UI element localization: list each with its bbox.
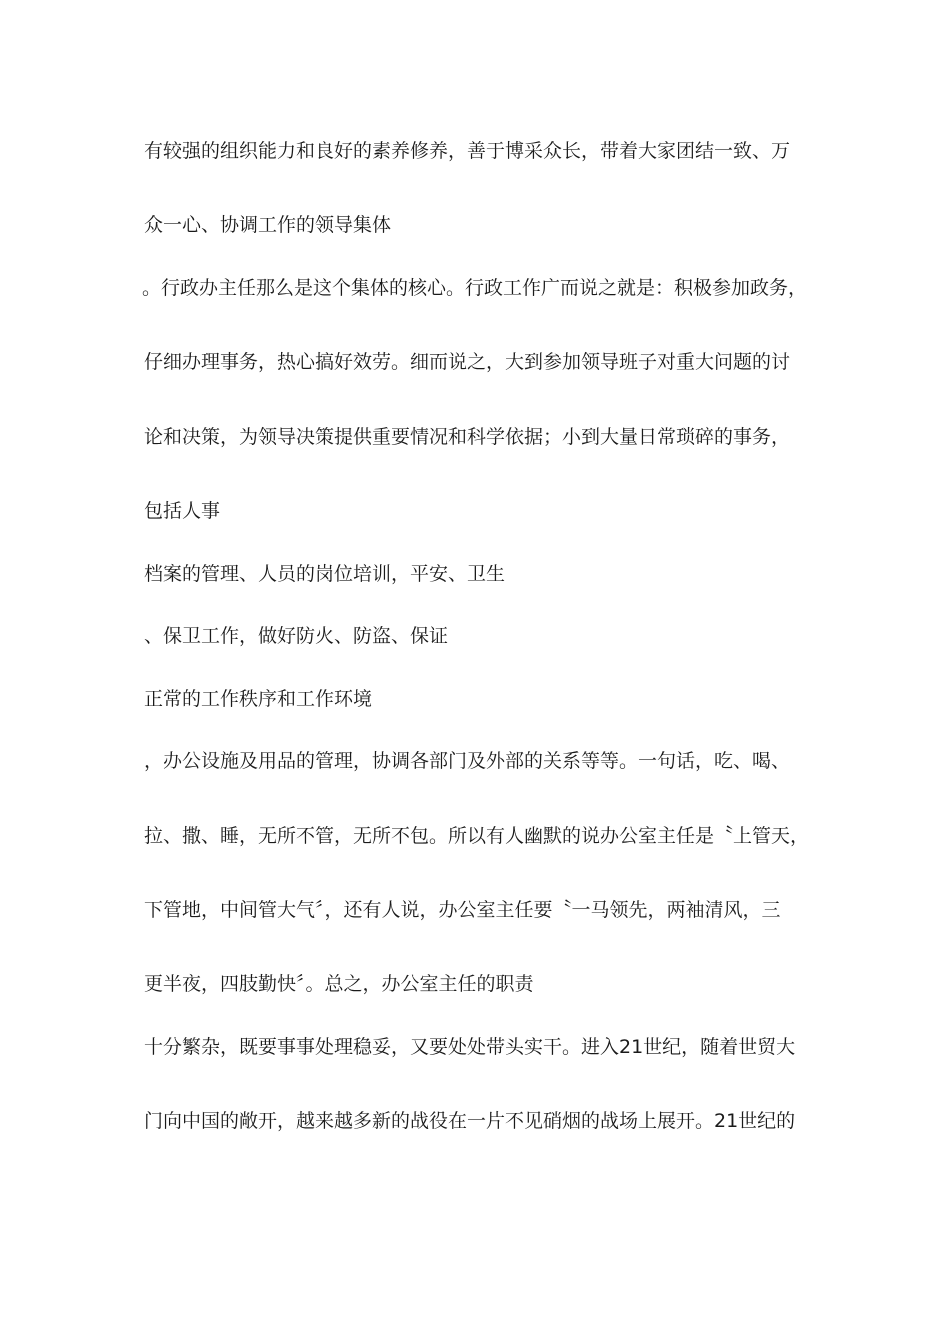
- text-line: 档案的管理、人员的岗位培训，平安、卫生: [144, 563, 506, 585]
- text-line: 仔细办理事务，热心搞好效劳。细而说之，大到参加领导班子对重大问题的讨: [144, 351, 791, 373]
- text-line: 更半夜，四肢勤快〞。总之，办公室主任的职责: [144, 973, 534, 995]
- text-line: 众一心、协调工作的领导集体: [144, 214, 392, 236]
- text-line: 门向中国的敞开，越来越多新的战役在一片不见硝烟的战场上展开。21世纪的: [144, 1110, 796, 1132]
- text-line: 有较强的组织能力和良好的素养修养，善于博采众长，带着大家团结一致、万: [144, 140, 791, 162]
- text-line: 正常的工作秩序和工作环境: [144, 688, 373, 710]
- text-line: 论和决策，为领导决策提供重要情况和科学依据；小到大量日常琐碎的事务，: [144, 426, 791, 448]
- text-line: 拉、撒、睡，无所不管，无所不包。所以有人幽默的说办公室主任是〝上管天，: [144, 825, 810, 847]
- text-line: 包括人事: [144, 500, 221, 522]
- text-line: 十分繁杂，既要事事处理稳妥，又要处处带头实干。进入21世纪，随着世贸大: [144, 1036, 796, 1058]
- text-line: 、保卫工作，做好防火、防盗、保证: [144, 625, 449, 647]
- text-line: ，办公设施及用品的管理，协调各部门及外部的关系等等。一句话，吃、喝、: [144, 750, 791, 772]
- text-line: 下管地，中间管大气〞，还有人说，办公室主任要〝一马领先，两袖清风，三: [144, 899, 781, 921]
- text-line: 。行政办主任那么是这个集体的核心。行政工作广而说之就是：积极参加政务，: [142, 277, 808, 299]
